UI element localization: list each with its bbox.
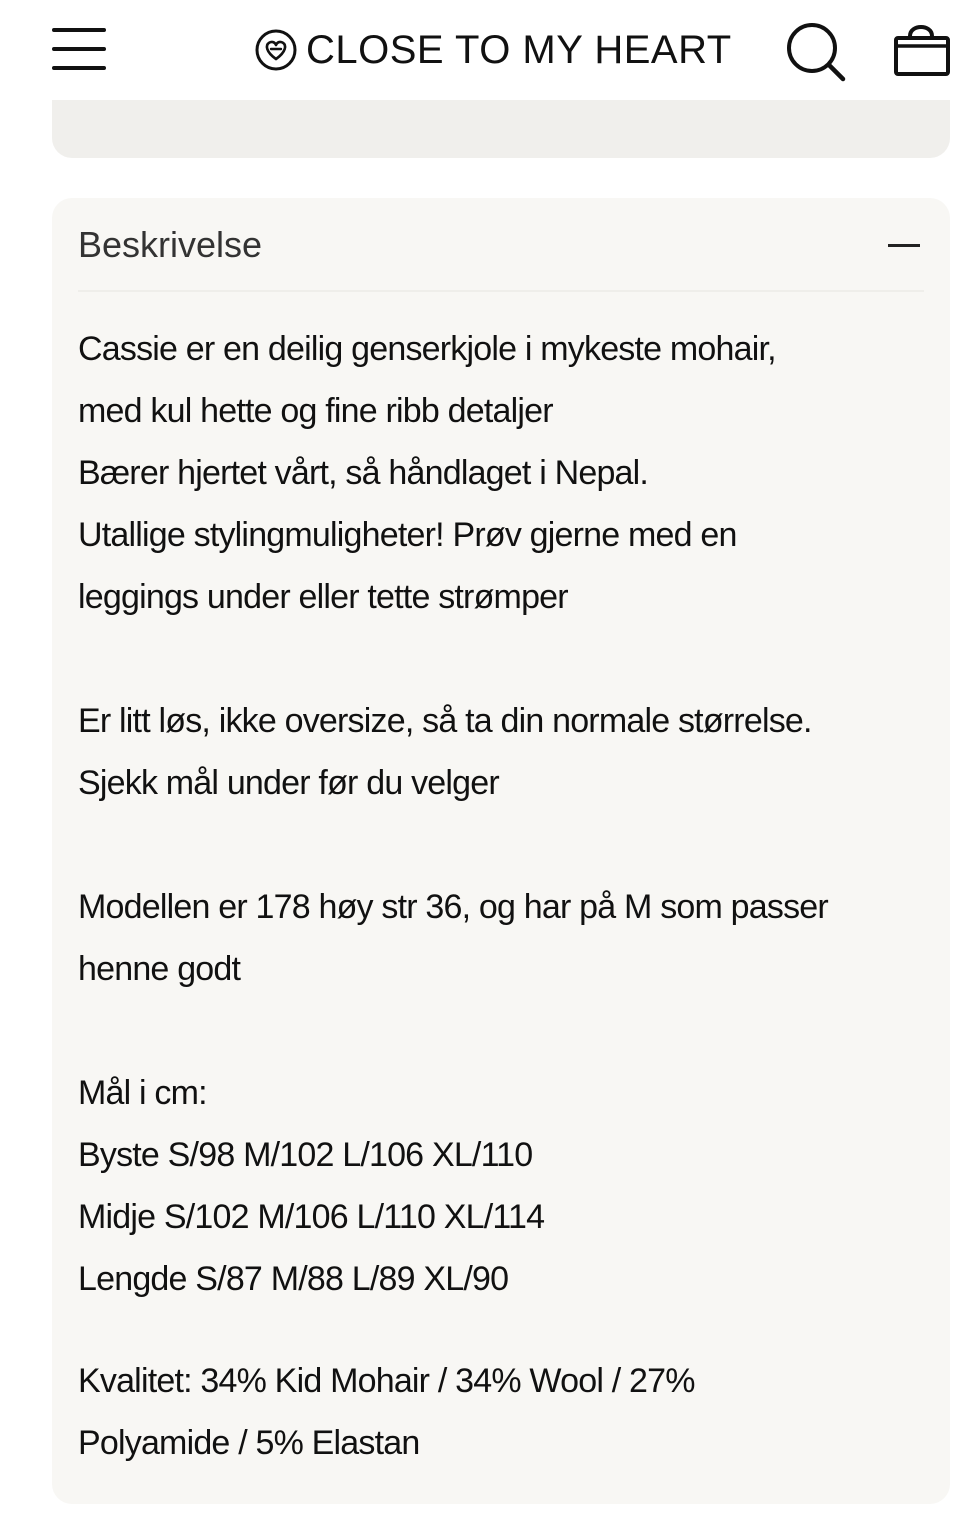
accordion-header[interactable] xyxy=(52,198,950,292)
accordion-title: Beskrivelse xyxy=(78,224,263,265)
search-icon xyxy=(780,18,850,84)
description-line: Bærer hjertet vårt, så håndlaget i Nepal. xyxy=(78,454,649,492)
measure-line: Midje S/102 M/106 L/110 XL/114 xyxy=(78,1198,545,1236)
brand-logo[interactable] xyxy=(254,24,732,76)
cart-button[interactable] xyxy=(886,14,956,84)
site-header xyxy=(0,0,960,100)
measure-line: Lengde S/87 M/88 L/89 XL/90 xyxy=(78,1260,509,1298)
description-line: med kul hette og fine ribb detaljer xyxy=(78,392,553,430)
description-line: Utallige stylingmuligheter! Prøv gjerne med en xyxy=(78,516,737,554)
hamburger-icon-line xyxy=(52,66,106,70)
search-button[interactable] xyxy=(780,18,850,84)
quality-line: Polyamide / 5% Elastan xyxy=(78,1424,420,1462)
measure-heading: Mål i cm: xyxy=(78,1074,207,1112)
accordion-divider xyxy=(78,290,924,292)
fit-line: Sjekk mål under før du velger xyxy=(78,764,499,802)
collapse-toggle[interactable] xyxy=(884,226,924,266)
model-line: Modellen er 178 høy str 36, og har på M som passer xyxy=(78,888,828,926)
hamburger-icon-line xyxy=(52,28,106,32)
quality-line: Kvalitet: 34% Kid Mohair / 34% Wool / 27% xyxy=(78,1362,695,1400)
menu-button[interactable] xyxy=(46,20,112,78)
description-text xyxy=(78,318,928,1474)
description-line: Cassie er en deilig genserkjole i mykeste mohair, xyxy=(78,330,776,368)
previous-accordion-panel xyxy=(52,100,950,158)
fit-line: Er litt løs, ikke oversize, så ta din normale størrelse. xyxy=(78,702,812,740)
hamburger-icon-line xyxy=(52,47,106,51)
model-line: henne godt xyxy=(78,950,241,988)
minus-icon xyxy=(888,244,920,247)
description-accordion xyxy=(52,198,950,1504)
heart-logo-icon xyxy=(254,28,298,72)
shopping-bag-icon xyxy=(886,14,956,84)
brand-name: CLOSE TO MY HEART xyxy=(306,27,732,72)
measure-line: Byste S/98 M/102 L/106 XL/110 xyxy=(78,1136,533,1174)
description-line: leggings under eller tette strømper xyxy=(78,578,568,616)
